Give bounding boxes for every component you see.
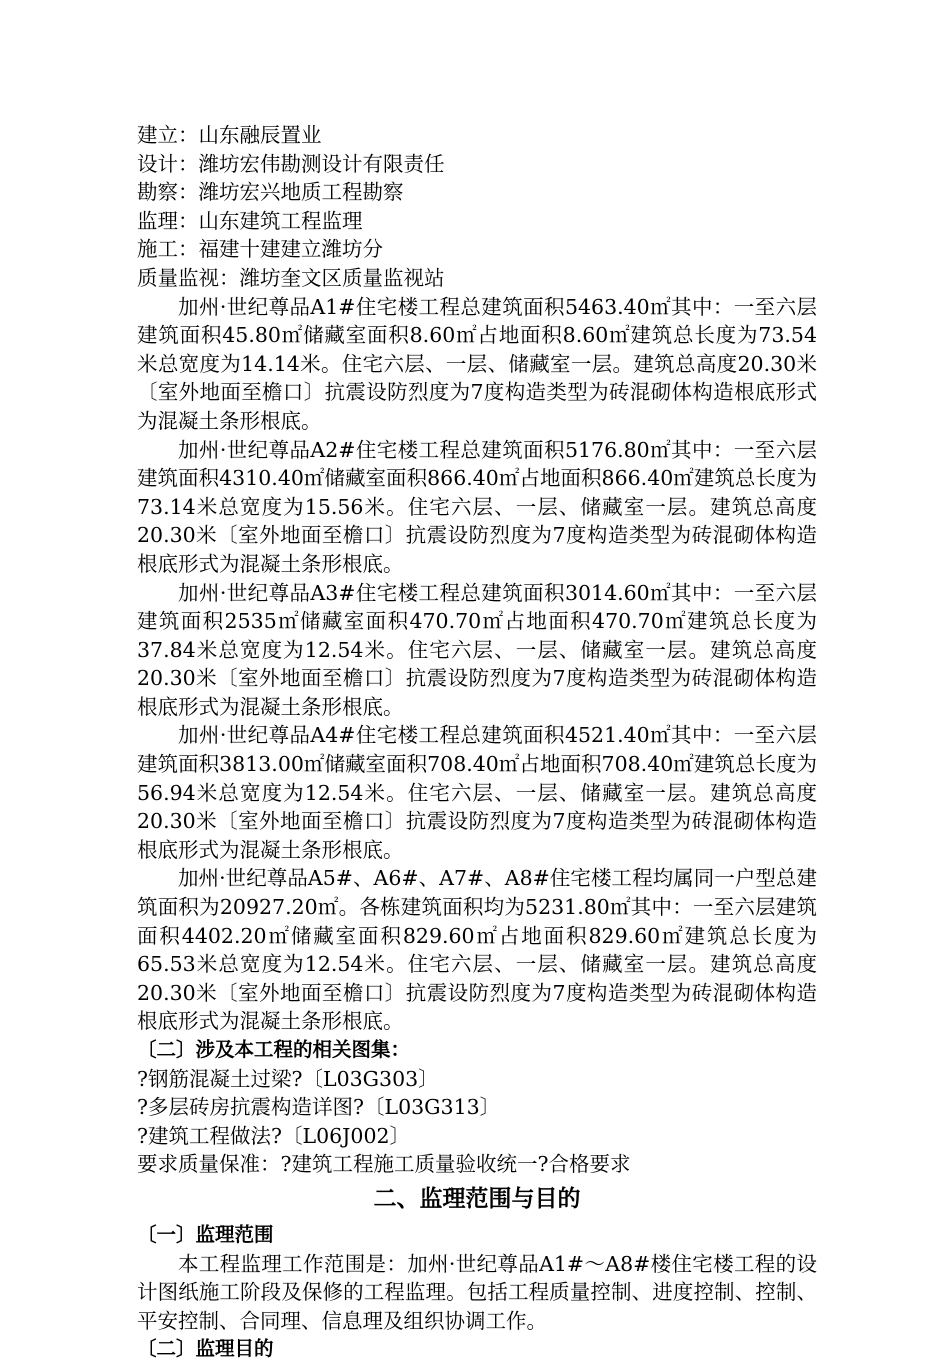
building-a1-paragraph: 加州·世纪尊品A1#住宅楼工程总建筑面积5463.40㎡其中：一至六层建筑面积45.80㎡储藏室面积8.60㎡占地面积8.60㎡建筑总长度为73.54米总宽度为14.14米。住宅六层、一层、储藏室一层。建筑总高度20.30米〔室外地面至檐口〕抗震设防烈度为7度构造类型为砖混砌体构造根底形式为混凝土条形根底。 bbox=[137, 294, 817, 433]
document-page bbox=[137, 121, 817, 1364]
party-developer: 建立：山东融辰置业 bbox=[137, 123, 322, 147]
atlas-heading: 〔二〕涉及本工程的相关图集： bbox=[137, 1038, 411, 1061]
building-a3-paragraph: 加州·世纪尊品A3#住宅楼工程总建筑面积3014.60㎡其中：一至六层建筑面积2535㎡储藏室面积470.70㎡占地面积470.70㎡建筑总长度为37.84米总宽度为12.54米。住宅六层、一层、储藏室一层。建筑总高度20.30米〔室外地面至檐口〕抗震设防烈度为7度构造类型为砖混砌体构造根底形式为混凝土条形根底。 bbox=[137, 580, 817, 719]
party-designer: 设计：潍坊宏伟勘测设计有限责任 bbox=[137, 151, 445, 176]
party-surveyor: 勘察：潍坊宏兴地质工程勘察 bbox=[137, 180, 404, 205]
atlas-item: ?建筑工程做法?〔L06J002〕 bbox=[137, 1123, 411, 1148]
party-quality-monitor: 质量监视：潍坊奎文区质量监视站 bbox=[137, 265, 445, 290]
party-supervisor: 监理：山东建筑工程监理 bbox=[137, 208, 363, 233]
section-title: 二、监理范围与目的 bbox=[373, 1185, 581, 1212]
building-a5-a8-paragraph: 加州·世纪尊品A5#、A6#、A7#、A8#住宅楼工程均属同一户型总建筑面积为20927.20㎡。各栋建筑面积均为5231.80㎡其中：一至六层建筑面积4402.20㎡储藏室面积829.60㎡占地面积829.60㎡建筑总长度为65.53米总宽度为12.54米。住宅六层、一层、储藏室一层。建筑总高度20.30米〔室外地面至檐口〕抗震设防烈度为7度构造类型为砖混砌体构造根底形式为混凝土条形根底。 bbox=[137, 866, 817, 1034]
building-a2-paragraph: 加州·世纪尊品A2#住宅楼工程总建筑面积5176.80㎡其中：一至六层建筑面积4310.40㎡储藏室面积866.40㎡占地面积866.40㎡建筑总长度为73.14米总宽度为15.56米。住宅六层、一层、储藏室一层。建筑总高度20.30米〔室外地面至檐口〕抗震设防烈度为7度构造类型为砖混砌体构造根底形式为混凝土条形根底。 bbox=[137, 437, 817, 576]
purpose-heading: 〔二〕监理目的 bbox=[137, 1337, 274, 1361]
party-contractor: 施工：福建十建建立潍坊分 bbox=[137, 237, 383, 262]
atlas-item: ?多层砖房抗震构造详图?〔L03G313〕 bbox=[137, 1095, 501, 1120]
atlas-item: ?钢筋混凝土过梁?〔L03G303〕 bbox=[137, 1066, 439, 1091]
quality-requirement: 要求质量保准：?建筑工程施工质量验收统一?合格要求 bbox=[137, 1152, 631, 1177]
building-a4-paragraph: 加州·世纪尊品A4#住宅楼工程总建筑面积4521.40㎡其中：一至六层建筑面积3813.00㎡储藏室面积708.40㎡占地面积708.40㎡建筑总长度为56.94米总宽度为12.54米。住宅六层、一层、储藏室一层。建筑总高度20.30米〔室外地面至檐口〕抗震设防烈度为7度构造类型为砖混砌体构造根底形式为混凝土条形根底。 bbox=[137, 723, 817, 862]
scope-heading: 〔一〕监理范围 bbox=[137, 1222, 274, 1246]
scope-paragraph: 本工程监理工作范围是：加州·世纪尊品A1#～A8#楼住宅楼工程的设计图纸施工阶段及保修的工程监理。包括工程质量控制、进度控制、控制、平安控制、合同理、信息理及组织协调工作。 bbox=[137, 1251, 817, 1333]
